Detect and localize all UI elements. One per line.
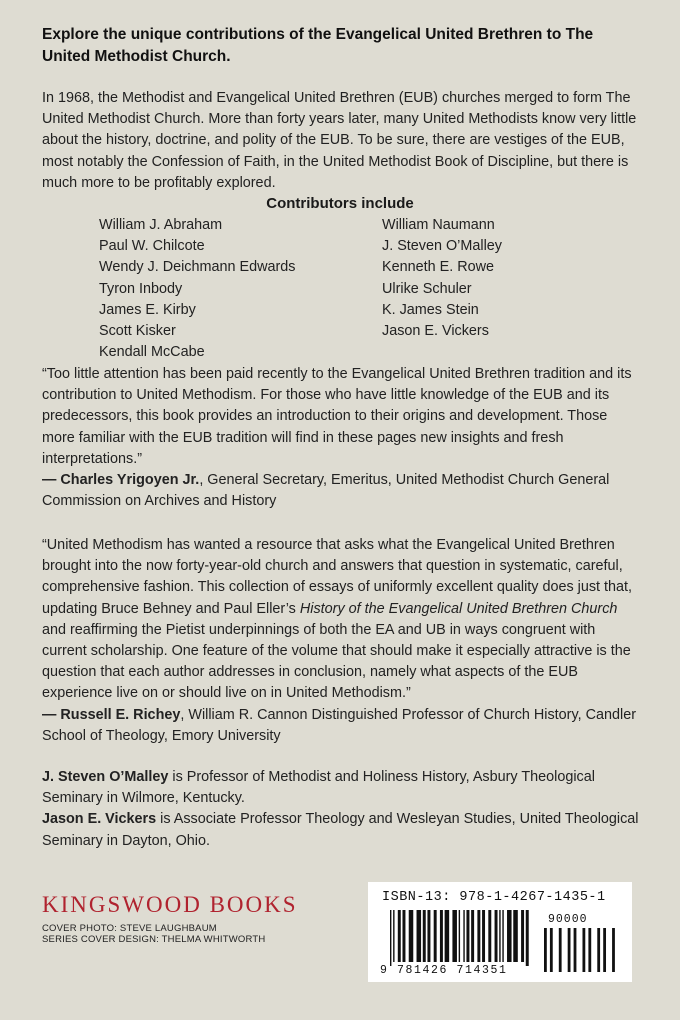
editor-name: J. Steven O’Malley [42,769,169,785]
barcode-bar [526,910,529,966]
barcode-bar [402,910,405,962]
quote-author: — Russell E. Richey [42,706,181,723]
barcode-bar [427,910,430,962]
contributors-right-column [382,215,502,342]
barcode-bar [488,910,491,962]
barcode-bar [559,928,562,972]
contributor-name: Kenneth E. Rowe [382,259,494,276]
barcode-bar [550,928,553,972]
book-title: History of the Evangelical United Brethren Church [299,600,618,617]
price-addon-label: 90000 [548,913,588,926]
barcode-bar [390,910,391,966]
barcode-bar [502,910,503,962]
contributors-left-column [99,215,296,363]
contributor-name: J. Steven O’Malley [382,238,502,255]
barcode-bar [459,910,460,962]
barcode-bar [582,928,585,972]
design-credit: SERIES COVER DESIGN: THELMA WHITWORTH [42,934,266,945]
quote-author-title: , General Secretary, Emeritus, United Methodist Church General Commission on Archives and History [42,472,610,510]
editor-name: Jason E. Vickers [42,811,157,828]
barcode-bar [597,928,600,972]
barcode-bar [513,910,518,962]
barcode-bar [588,928,591,972]
contributor-name: Tyron Inbody [99,280,183,297]
barcode-bar [499,910,500,962]
headline: Explore the unique contributions of the Evangelical United Brethren to The United Methodist Church. [42,26,594,65]
barcode-bar [495,910,498,962]
quote-author-title: , William R. Cannon Distinguished Professor of Church History, Candler School of Theology, Emory University [42,706,636,744]
barcode-bar [603,928,606,972]
barcode-bar [445,910,450,962]
cover-credits [42,923,265,945]
intro-paragraph: In 1968, the Methodist and Evangelical United Brethren (EUB) churches merged to form The United Methodist Church. More than forty years later, many United Methodists know very little about the history, doctrine, and polity of the EUB. To be sure, there are vestiges of the EUB, most notably the Confession of Faith, in the United Methodist Book of Discipline, but there is much more to be profitably explored. [42,90,637,191]
contributor-name: William J. Abraham [99,217,223,233]
barcode-bar [521,910,524,962]
ean-digits: 9 781426 714351 [380,964,508,977]
contributor-name: Ulrike Schuler [382,280,472,297]
contributor-name: Paul W. Chilcote [99,238,205,255]
quote-text-continued: and reaffirming the Pietist underpinnings of both the EA and UB in ways congruent with current scholarship. One feature of the volume that should make it especially attractive is the question that each author addresses in conclusion, namely what aspects of the EUB experience live on or should live on in United Methodism.” [42,621,631,702]
editor-bio [42,809,642,851]
barcode-bar [423,910,426,962]
barcode-bar [440,910,443,962]
editor-desc: is Professor of Methodist and Holiness History, Asbury Theological Seminary in Wilmore, Kentucky. [42,769,595,807]
endorsement-quote-2 [42,535,642,747]
barcode-bar [574,928,577,972]
contributor-name: Jason E. Vickers [382,323,489,340]
photo-credit: COVER PHOTO: STEVE LAUGHBAUM [42,923,217,934]
barcode-bar [482,910,485,962]
publisher-logo: KINGSWOOD BOOKS [42,892,298,917]
contributor-name: Wendy J. Deichmann Edwards [99,259,296,276]
quote-text: “United Methodism has wanted a resource that asks what the Evangelical United Brethren brought into the now forty-year-old church and answers that question in systematic, careful, comprehensive fashion. This collection of essays of uniformly excellent quality does just that, updating Bruce Behney and Paul Eller’s [42,537,633,617]
barcode-bar [398,910,401,962]
barcode-bar [507,910,512,962]
quote-text: “Too little attention has been paid recently to the Evangelical United Brethren tradition and its contribution to United Methodism. For those who have little knowledge of the EUB and its predecessors, this book provides an introduction to their origins and development. Those more familiar with the EUB tradition will find in these pages new insights and fresh interpretations.” [42,366,632,467]
barcode-bar [434,910,437,962]
barcode-bar [471,910,474,962]
contributor-name: Scott Kisker [99,323,176,340]
quote-author: — Charles Yrigoyen Jr. [42,472,200,489]
isbn-label: ISBN-13: 978-1-4267-1435-1 [382,890,606,905]
barcode-bar [466,910,469,962]
contributor-name: William Naumann [382,217,495,233]
barcode-bar [409,910,414,962]
editor-desc: is Associate Professor Theology and Wesleyan Studies, United Theological Seminary in Dayton, Ohio. [42,811,639,849]
barcode-bar [477,910,480,962]
barcode-bar [452,910,457,962]
contributors-title: Contributors include [266,195,414,212]
contributor-name: Kendall McCabe [99,344,205,361]
barcode-bar [417,910,422,962]
barcode-bar [544,928,547,972]
contributor-name: K. James Stein [382,301,479,318]
editors-bio [42,767,642,852]
barcode-bar [568,928,571,972]
barcode-bar [463,910,464,962]
barcode-bar [393,910,394,962]
isbn-barcode [368,882,632,982]
editor-bio [42,767,642,809]
endorsement-quote-1 [42,364,642,512]
contributor-name: James E. Kirby [99,301,196,318]
barcode-bar [612,928,615,972]
